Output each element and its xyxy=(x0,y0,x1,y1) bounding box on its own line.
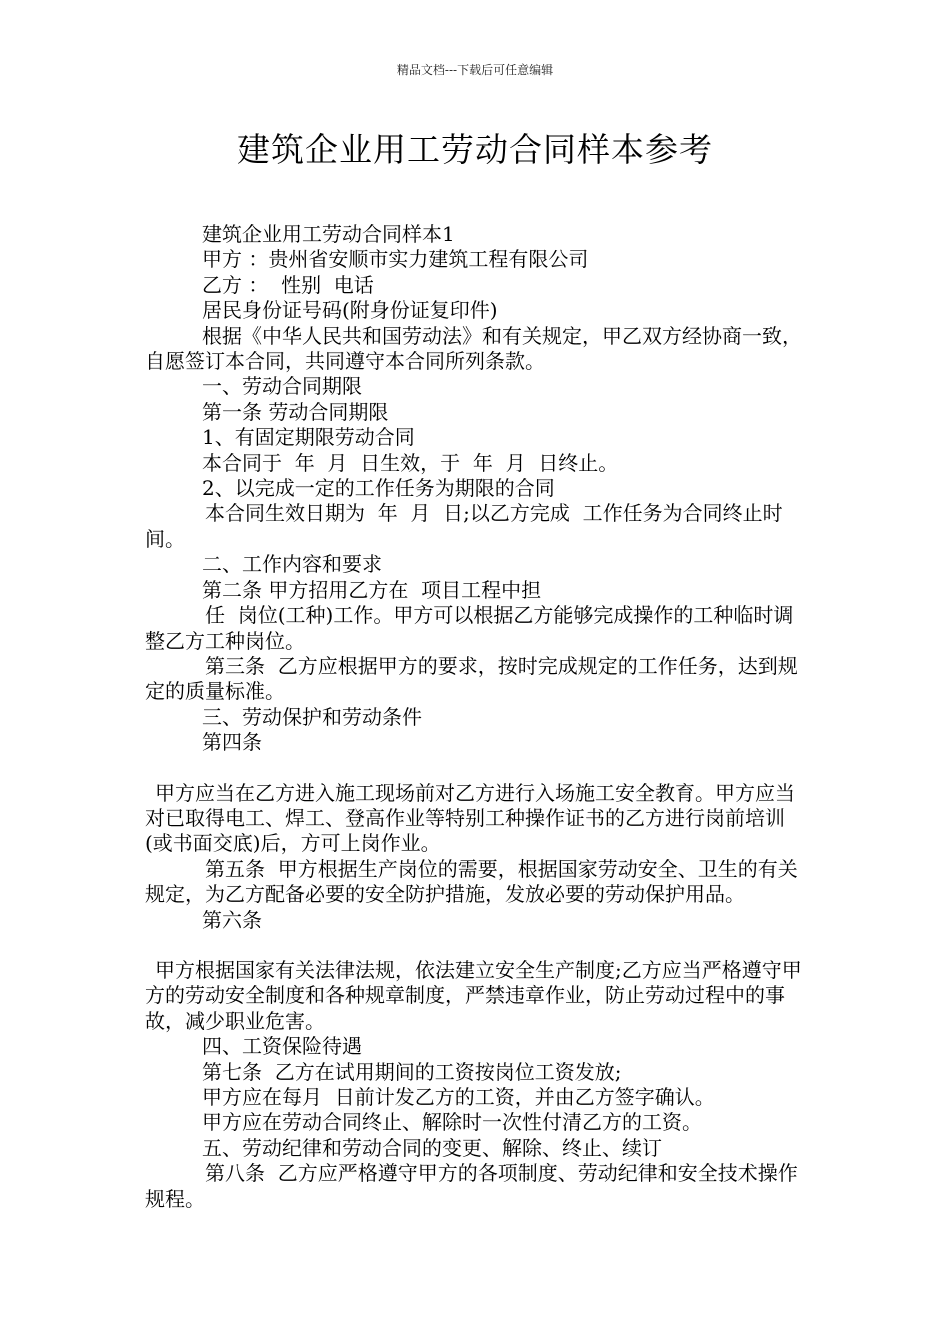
paragraph: 甲方应在劳动合同终止、解除时一次性付清乙方的工资。 xyxy=(202,1110,702,1135)
paragraph: 五、劳动纪律和劳动合同的变更、解除、终止、续订 xyxy=(202,1135,662,1160)
paragraph: 第二条 甲方招用乙方在 项目工程中担 xyxy=(202,577,542,602)
paragraph: 三、劳动保护和劳动条件 xyxy=(202,704,422,729)
paragraph: 2、以完成一定的工作任务为期限的合同 xyxy=(202,476,555,501)
blank-line xyxy=(145,756,809,781)
blank-line xyxy=(145,933,809,958)
paragraph: 一、劳动合同期限 xyxy=(202,374,362,399)
paragraph: 本合同生效日期为 年 月 日;以乙方完成 工作任务为合同终止时间。 xyxy=(145,501,783,551)
document-title: 建筑企业用工劳动合同样本参考 xyxy=(237,130,713,169)
paragraph: 第一条 劳动合同期限 xyxy=(202,399,389,424)
paragraph: 二、工作内容和要求 xyxy=(202,552,382,577)
paragraph: 甲方应当在乙方进入施工现场前对乙方进行入场施工安全教育。甲方应当对已取得电工、焊工、登高作业等特别工种操作证书的乙方进行岗前培训(或书面交底)后，方可上岗作业。 xyxy=(145,780,795,856)
paragraph: 本合同于 年 月 日生效，于 年 月 日终止。 xyxy=(202,450,619,475)
document-body xyxy=(145,222,809,1212)
paragraph: 乙方 ： 性别 电话 xyxy=(202,272,374,297)
paragraph: 第八条 乙方应严格遵守甲方的各项制度、劳动纪律和安全技术操作规程。 xyxy=(145,1161,798,1211)
paragraph: 居民身份证号码(附身份证复印件) xyxy=(202,298,498,323)
paragraph: 四、工资保险待遇 xyxy=(202,1034,362,1059)
paragraph: 第三条 乙方应根据甲方的要求，按时完成规定的工作任务，达到规定的质量标准。 xyxy=(145,653,798,704)
paragraph: 第五条 甲方根据生产岗位的需要，根据国家劳动安全、卫生的有关规定，为乙方配备必要的安全防护措施，发放必要的劳动保护用品。 xyxy=(145,856,798,907)
paragraph: 根据《中华人民共和国劳动法》和有关规定，甲乙双方经协商一致，自愿签订本合同，共同遵守本合同所列条款。 xyxy=(145,323,802,374)
paragraph: 甲方 ：贵州省安顺市实力建筑工程有限公司 xyxy=(202,247,589,272)
paragraph: 甲方根据国家有关法律法规，依法建立安全生产制度;乙方应当严格遵守甲方的劳动安全制度和各种规章制度，严禁违章作业，防止劳动过程中的事故，减少职业危害。 xyxy=(145,957,802,1033)
paragraph: 任 岗位(工种)工作。甲方可以根据乙方能够完成操作的工种临时调整乙方工种岗位。 xyxy=(145,603,794,653)
paragraph: 甲方应在每月 日前计发乙方的工资，并由乙方签字确认。 xyxy=(202,1085,715,1109)
paragraph: 第六条 xyxy=(202,907,262,932)
paragraph: 第七条 乙方在试用期间的工资按岗位工资发放; xyxy=(202,1059,622,1084)
header-note: 精品文档---下载后可任意编辑 xyxy=(396,63,554,77)
paragraph: 建筑企业用工劳动合同样本1 xyxy=(202,222,455,246)
paragraph: 1、有固定期限劳动合同 xyxy=(202,425,415,450)
paragraph: 第四条 xyxy=(202,730,262,755)
